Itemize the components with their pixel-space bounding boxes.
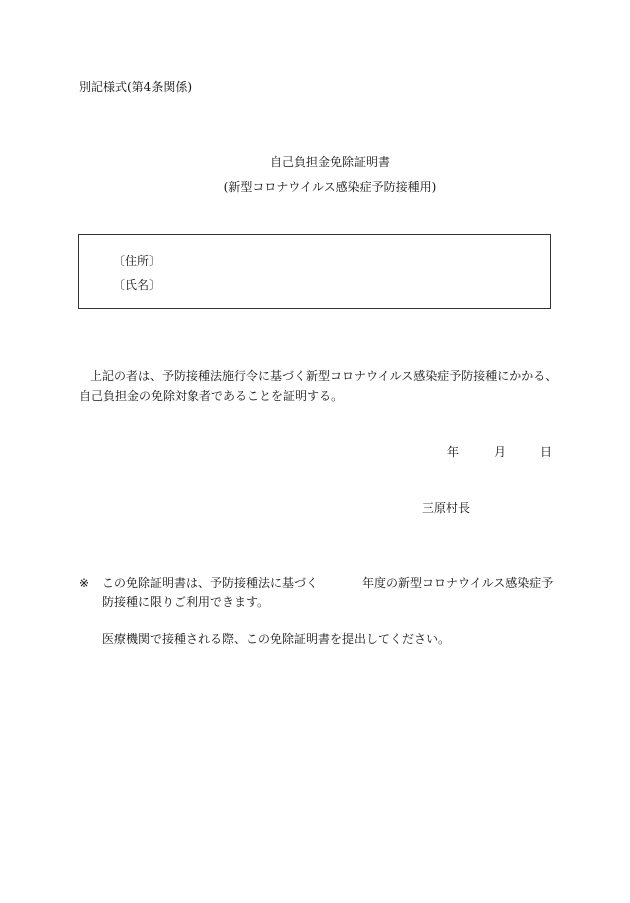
recipient-box [78,234,551,309]
certification-text-line-2: 自己負担金の免除対象者であることを証明する。 [79,389,344,403]
note-1-part-2: 年度の新型コロナウイルス感染症予 [362,576,554,590]
note-2: 医療機関で接種される際、この免除証明書を提出してください。 [102,632,451,646]
date-day-label: 日 [540,445,553,459]
note-mark: ※ [79,576,90,590]
date-month-label: 月 [494,445,507,459]
address-label: 〔住所〕 [113,254,162,268]
certification-text-line-1: 上記の者は、予防接種法施行令に基づく新型コロナウイルス感染症予防接種にかかる、 [90,369,558,383]
document-subtitle: (新型コロナウイルス感染症予防接種用) [223,180,437,194]
issuer-title: 三原村長 [422,501,471,515]
note-1-part-1: この免除証明書は、予防接種法に基づく [102,576,319,590]
note-1-part-3: 防接種に限りご利用できます。 [102,595,270,609]
document-title: 自己負担金免除証明書 [269,155,390,169]
name-label: 〔氏名〕 [113,278,162,292]
form-reference: 別記様式(第4条関係) [79,80,192,94]
date-year-label: 年 [447,445,460,459]
